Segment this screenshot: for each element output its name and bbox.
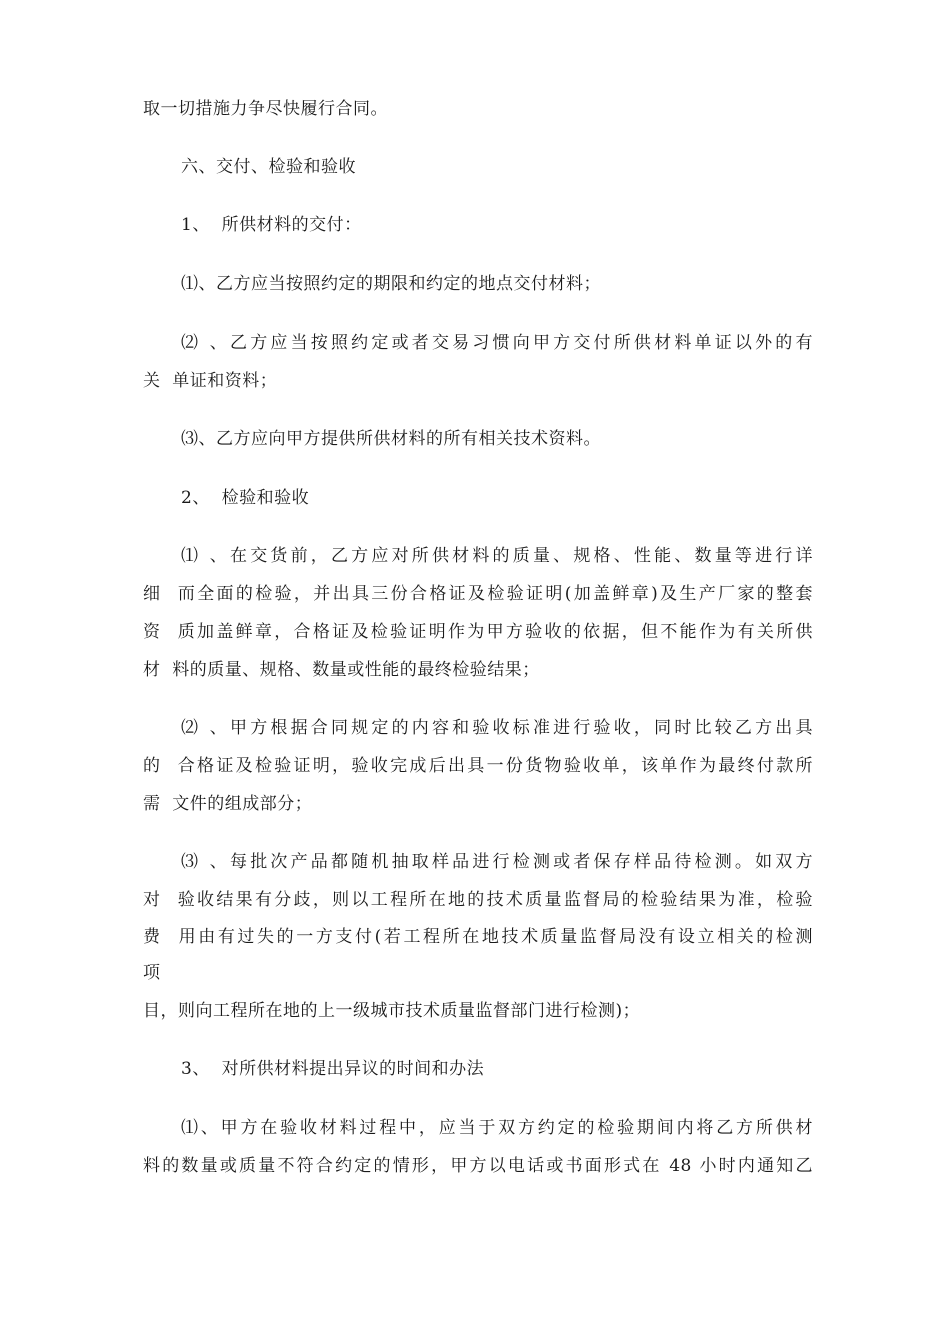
subsection-heading: 3、 对所供材料提出异议的时间和办法 — [181, 1059, 485, 1079]
text-line: 项 — [143, 963, 161, 983]
text-line: 需 文件的组成部分； — [143, 794, 313, 814]
text-line: ⑶ 、每批次产品都随机抽取样品进行检测或者保存样品待检测。如双方 — [181, 852, 813, 872]
text-line: ⑴、乙方应当按照约定的期限和约定的地点交付材料； — [181, 274, 601, 294]
text-line: ⑴ 、在交货前，乙方应对所供材料的质量、规格、性能、数量等进行详 — [181, 546, 813, 566]
text-line: 的 合格证及检验证明，验收完成后出具一份货物验收单，该单作为最终付款所 — [143, 756, 813, 776]
text-line: ⑵ 、甲方根据合同规定的内容和验收标准进行验收，同时比较乙方出具 — [181, 718, 813, 738]
text-line: ⑵ 、乙方应当按照约定或者交易习惯向甲方交付所供材料单证以外的有 — [181, 333, 813, 353]
text-line: 费 用由有过失的一方支付(若工程所在地技术质量监督局没有设立相关的检测 — [143, 927, 813, 947]
text-line: 目，则向工程所在地的上一级城市技术质量监督部门进行检测)； — [143, 1001, 641, 1021]
text-line: 料的数量或质量不符合约定的情形，甲方以电话或书面形式在 48 小时内通知乙 — [143, 1156, 813, 1176]
subsection-heading: 1、 所供材料的交付： — [181, 215, 362, 235]
text-line: 资 质加盖鲜章，合格证及检验证明作为甲方验收的依据，但不能作为有关所供 — [143, 622, 813, 642]
text-line: ⑴、甲方在验收材料过程中，应当于双方约定的检验期间内将乙方所供材 — [181, 1118, 813, 1138]
text-line: 细 而全面的检验，并出具三份合格证及检验证明(加盖鲜章)及生产厂家的整套 — [143, 584, 813, 604]
text-line: ⑶、乙方应向甲方提供所供材料的所有相关技术资料。 — [181, 429, 601, 449]
text-line: 关 单证和资料； — [143, 371, 278, 391]
section-heading: 六、交付、检验和验收 — [181, 157, 356, 177]
text-line: 取一切措施力争尽快履行合同。 — [143, 99, 388, 119]
subsection-heading: 2、 检验和验收 — [181, 488, 310, 508]
text-line: 对 验收结果有分歧，则以工程所在地的技术质量监督局的检验结果为准，检验 — [143, 890, 813, 910]
text-line: 材 料的质量、规格、数量或性能的最终检验结果； — [143, 660, 540, 680]
